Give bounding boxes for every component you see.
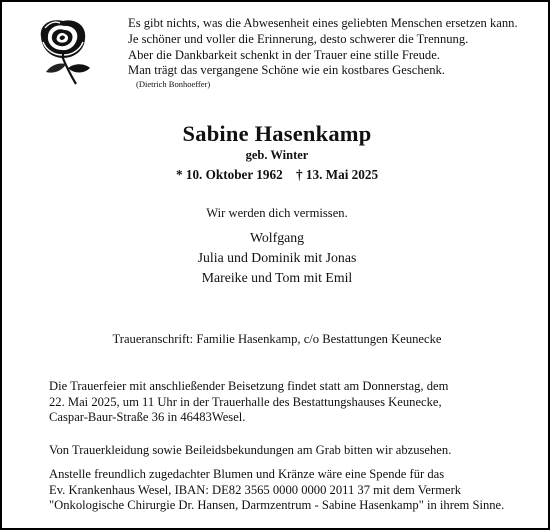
mourner: Julia und Dominik mit Jonas	[197, 250, 357, 265]
service-paragraph	[49, 379, 519, 426]
quote-author: (Dietrich Bonhoeffer)	[136, 79, 211, 90]
mourner: Mareike und Tom mit Emil	[201, 270, 353, 285]
quote-line: Es gibt nichts, was die Abwesenheit eines geliebten Menschen ersetzen kann.	[128, 16, 518, 30]
paragraph-line: Anstelle freundlich zugedachter Blumen und Kränze wäre eine Spende für das	[49, 467, 445, 481]
quote-line: Aber die Dankbarkeit schenkt in der Trauer eine stille Freude.	[128, 47, 440, 62]
mourners-list	[2, 228, 550, 288]
paragraph-line: Von Trauerkleidung sowie Beileidsbekundungen am Grab bitten wir abzusehen.	[49, 443, 452, 457]
quote-line: Je schöner und voller die Erinnerung, desto schwerer die Trennung.	[128, 31, 469, 46]
donation-paragraph	[49, 467, 519, 514]
paragraph-line: "Onkologische Chirurgie Dr. Hansen, Darmzentrum - Sabine Hasenkamp" in ihrem Sinne.	[49, 498, 505, 513]
born-name: geb. Winter	[245, 148, 309, 162]
paragraph-line: Ev. Krankenhaus Wesel, IBAN: DE82 3565 0000 0000 2011 37 mit dem Vermerk	[49, 482, 462, 497]
life-dates	[2, 167, 550, 183]
death-date: † 13. Mai 2025	[295, 167, 379, 182]
mourning-address: Traueranschrift: Familie Hasenkamp, c/o Bestattungen Keunecke	[112, 332, 442, 346]
miss-text: Wir werden dich vermissen.	[206, 206, 348, 220]
deceased-name: Sabine Hasenkamp	[182, 121, 372, 146]
quote-block	[128, 16, 538, 90]
clothing-paragraph	[49, 443, 519, 459]
paragraph-line: Caspar-Baur-Straße 36 in 46483Wesel.	[49, 410, 246, 425]
rose-icon	[32, 16, 94, 86]
quote-line: Man trägt das vergangene Schöne wie ein kostbares Geschenk.	[128, 63, 445, 78]
paragraph-line: 22. Mai 2025, um 11 Uhr in der Trauerhalle des Bestattungshauses Keunecke,	[49, 394, 442, 409]
birth-date: * 10. Oktober 1962	[175, 167, 283, 182]
mourner: Wolfgang	[249, 230, 305, 245]
paragraph-line: Die Trauerfeier mit anschließender Beisetzung findet statt am Donnerstag, dem	[49, 379, 449, 393]
